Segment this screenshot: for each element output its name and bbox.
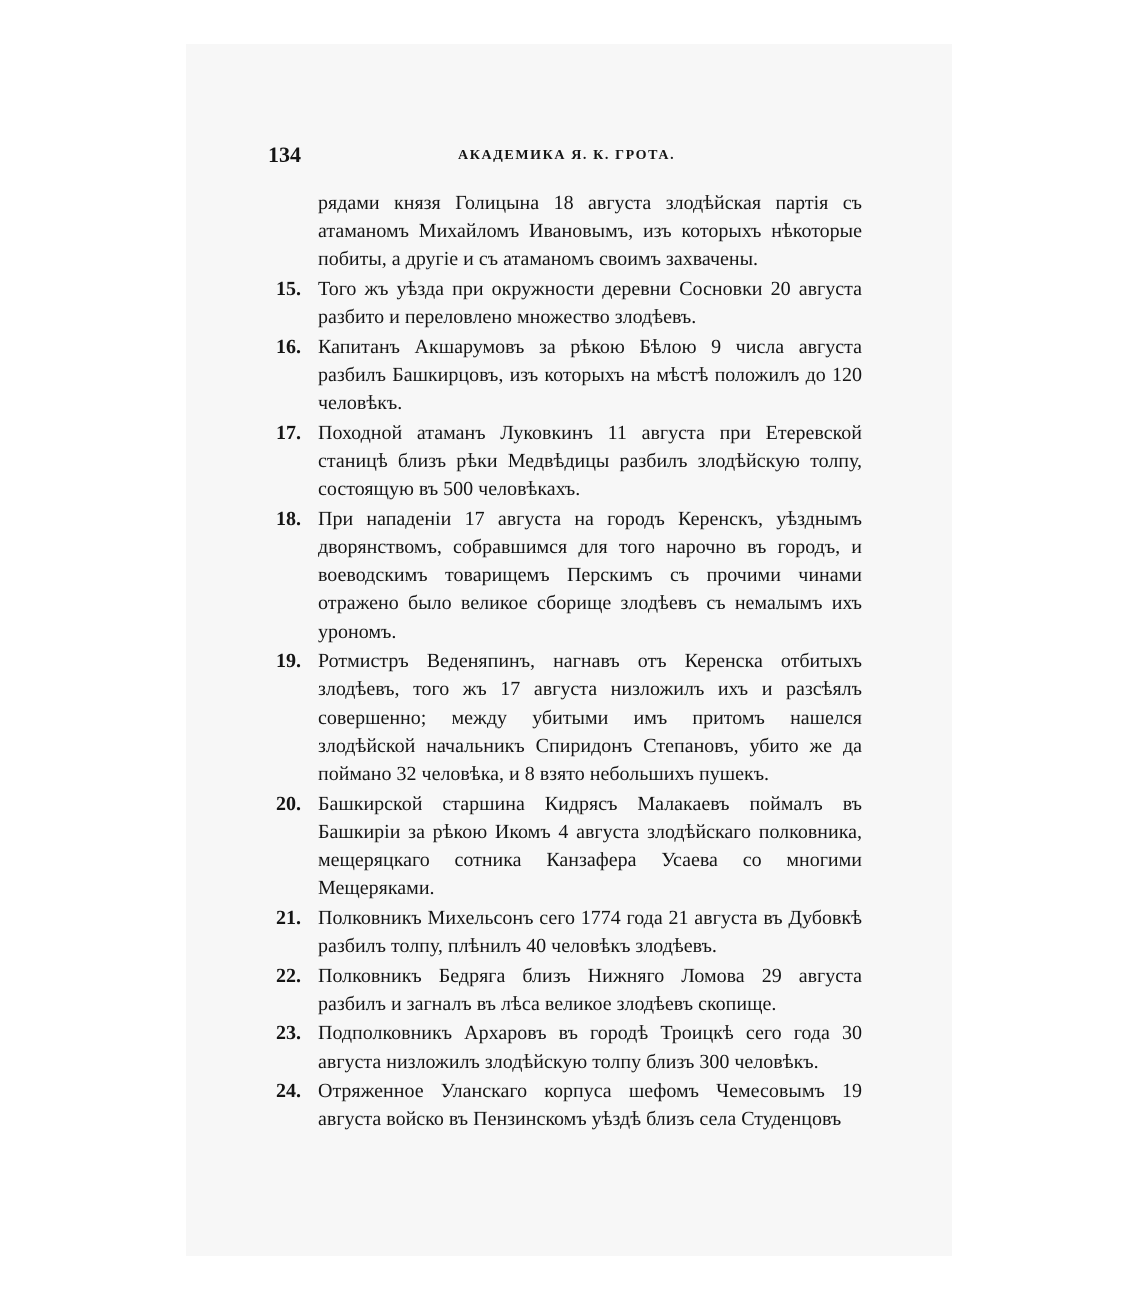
entry-number: 19. (276, 650, 301, 673)
entry-number: 16. (276, 335, 301, 358)
entry-text: Ротмистръ Веденяпинъ, нагнавъ отъ Керенска отбитыхъ злодѣевъ, того жъ 17 августа низложилъ ихъ и разсѣялъ совершенно; между убитыми имъ притомъ нашелся злодѣйской начальникъ Спиридонъ Степановъ, убито же да поймано 32 человѣка, и 8 взято небольшихъ пушекъ. (318, 650, 862, 786)
entry-text: рядами князя Голицына 18 августа злодѣйская партія съ атаманомъ Михайломъ Ивановымъ, изъ которыхъ нѣкоторые побиты, а другіе и съ атаманомъ своимъ захвачены. (318, 192, 862, 271)
entry-number: 17. (276, 421, 301, 444)
entry-number: 23. (276, 1022, 301, 1045)
entry-number: 20. (276, 792, 301, 815)
entry-text: Полковникъ Михельсонъ сего 1774 года 21 августа въ Дубовкѣ разбилъ толпу, плѣнилъ 40 человѣкъ злодѣевъ. (318, 906, 862, 958)
entry-23 (266, 1019, 862, 1075)
entry-text: Походной атаманъ Луковкинъ 11 августа при Етеревской станицѣ близъ рѣки Медвѣдицы разбилъ злодѣйскую толпу, состоящую въ 500 человѣкахъ. (318, 421, 862, 501)
entry-24 (266, 1077, 862, 1133)
entry-number: 15. (276, 278, 301, 300)
page-number: 134 (268, 142, 301, 167)
entry-number: 24. (276, 1080, 301, 1103)
running-header (268, 140, 864, 172)
entry-number: 21. (276, 906, 301, 929)
continued-entry (266, 189, 862, 274)
entry-19 (266, 647, 862, 788)
chronicle-list (266, 189, 862, 1135)
entry-17 (266, 419, 862, 504)
entry-22 (266, 962, 862, 1018)
entry-18 (266, 505, 862, 646)
entry-text: Полковникъ Бедряга близъ Нижняго Ломова 29 августа разбилъ и загналъ въ лѣса великое злодѣевъ скопище. (318, 964, 862, 1015)
running-title: АКАДЕМИКА Я. К. ГРОТА. (458, 148, 676, 163)
entry-15 (266, 275, 862, 331)
entry-text: При нападеніи 17 августа на городъ Керенскъ, уѣзднымъ дворянствомъ, собравшимся для того нарочно въ городъ, и воеводскимъ товарищемъ Перскимъ съ прочими чинами отражено было великое сборище злодѣевъ съ немалымъ ихъ урономъ. (318, 507, 862, 643)
entry-text: Подполковникъ Архаровъ въ городѣ Троицкѣ сего года 30 августа низложилъ злодѣйскую толпу близъ 300 человѣкъ. (318, 1022, 862, 1073)
entry-text: Отряженное Уланскаго корпуса шефомъ Чемесовымъ 19 августа войско въ Пензинскомъ уѣздѣ близъ села Студенцовъ (318, 1080, 862, 1131)
entry-21 (266, 904, 862, 960)
entry-20 (266, 790, 862, 903)
entry-number: 18. (276, 507, 301, 530)
entry-16 (266, 333, 862, 418)
entry-text: Башкирской старшина Кидрясъ Малакаевъ поймалъ въ Башкиріи за рѣкою Икомъ 4 августа злодѣйскаго полковника, мещеряцкаго сотника Канзафера Усаева со многими Мещеряками. (318, 792, 862, 900)
entry-text: Капитанъ Акшарумовъ за рѣкою Бѣлою 9 числа августа разбилъ Башкирцовъ, изъ которыхъ на мѣстѣ положилъ до 120 человѣкъ. (318, 335, 862, 415)
entry-number: 22. (276, 964, 301, 987)
entry-text: Того жъ уѣзда при окружности деревни Сосновки 20 августа разбито и переловлено множество злодѣевъ. (318, 278, 862, 329)
